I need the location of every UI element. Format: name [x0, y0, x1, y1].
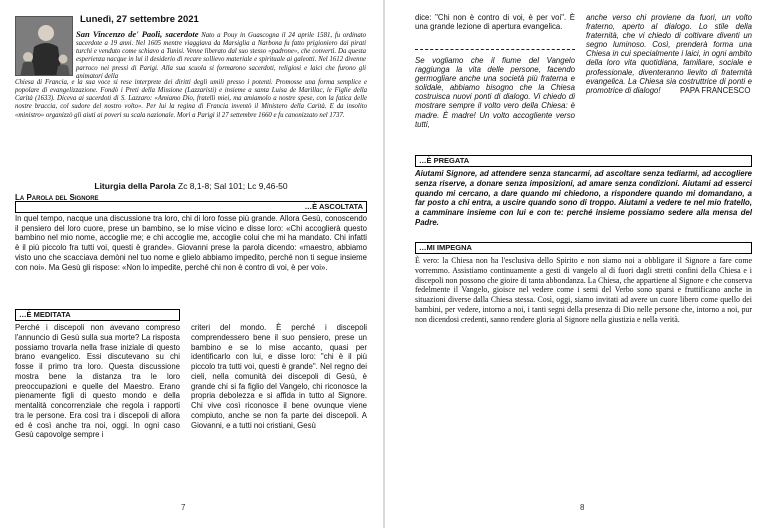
ascoltata-section-header: …È ASCOLTATA	[15, 201, 367, 213]
saint-portrait-icon	[16, 17, 73, 76]
meditation-column-2: criteri del mondo. È perché i discepoli comprendessero bene il suo pensiero, prese un bambino e se lo mise accanto, quasi per identificarlo con lui, e disse loro: "chi è il più piccolo tra tutti voi, questi è grande". Nel regno dei cieli, nella comunità dei discepoli di Gesù, è grande chi si fa figlio del Vangelo, chi riconosce la propria debolezza e si affida in tutto al Signore. Chi vive così riconosce il bene ovunque viene compiuto, anche se non fa parte dei discepoli. A Giovanni, e a tutti noi cristiani, Gesù	[191, 323, 367, 430]
impegno-text: È vero: la Chiesa non ha l'esclusiva dello Spirito e non siamo noi a obbligare il Signore a fare come vorremmo. Assistiamo continuamente a gesti di vangelo al di fuori dagli stretti confini della Chiesa e i discepoli non possono che gioire di tanta abbondanza. La Chiesa, che appartiene al Signore e che conserva fedelmente il Vangelo, gioisce nel vedere come i semi del Verbo sono sparsi e fruttificano anche in situazioni diverse dalla Chiesa stessa. Così, oggi, siamo invitati ad avere un cuore libero come quello dei bambini, per vedere, intorno a noi, i tanti segni della presenza di Dio nelle persone che, intorno a noi, pur non dicendosi credenti, sanno rendere gloria al Signore nella giustizia e nella verità.	[415, 256, 752, 324]
pope-quote-part-2-text: anche verso chi proviene da fuori, un volto fraterno, aperto al dialogo. Lo stile della fraternità, che vi chiedo di coltivare diventi un segno luminoso. Così, prenderà forma una Chiesa in cui specialmente i laici, in ogni ambito della loro vita quotidiana, familiare, sociale e professionale, diventeranno lievito di fraternità evangelica. La Chiesa sia costruttrice di ponti e promotrice di dialogo!	[586, 13, 752, 95]
liturgy-references: Zc 8,1-8; Sal 101; Lc 9,46-50	[178, 181, 288, 191]
parola-heading: La Parola del Signore	[15, 193, 99, 202]
gospel-text: In quel tempo, nacque una discussione tra loro, chi di loro fosse più grande. Allora Gesù, conoscendo il pensiero del loro cuore, prese un bambino, se lo mise vicino e disse loro: «Chi accoglierà questo bambino nel mio nome, accoglie me; e chi accoglie me, accoglie colui che mi ha mandato. Chi infatti è il più piccolo fra tutti voi, questi è grande». Giovanni prese la parola dicendo: «maestro, abbiamo visto uno che scacciava demòni nel tuo nome e glielo abbiamo impedito, perché non ti segue insieme con noi». Ma Gesù gli rispose: «Non lo impedite, perché chi non è contro di voi, è per voi».	[15, 214, 367, 272]
meditation-column-1: Perché i discepoli non avevano compreso l'annuncio di Gesù sulla sua morte? La risposta possiamo trovarla nella frase iniziale di questo brano evangelico. Essi discutevano su chi fosse il primo tra loro. Questa discussione mostra bene la distanza tra le loro preoccupazioni e quelle del Maestro. Erano pienamente figli di questo mondo e della mentalità concorrenziale che regola i rapporti tra le persone. Era così tra i discepoli di allora ed è così anche tra noi, oggi. In ogni caso Gesù capovolge sempre i	[15, 323, 180, 440]
page-number-right: 8	[580, 503, 585, 512]
quote-author: PAPA FRANCESCO	[680, 85, 751, 95]
date-heading: Lunedì, 27 settembre 2021	[80, 14, 199, 25]
liturgy-title: Liturgia della Parola	[94, 181, 176, 191]
pope-quote-part-2	[586, 13, 752, 95]
page-number-left: 7	[181, 503, 186, 512]
quote-divider	[415, 49, 575, 50]
saint-portrait-image	[15, 16, 73, 76]
prayer-text: Aiutami Signore, ad attendere senza stancarmi, ad ascoltare senza tediarmi, ad accogliere senza riserve, a donare senza imposizioni, ad amare senza condizioni. Aiutami ad esserci quando mi cercano, a dare quando mi chiedono, a rispondere quando mi domandano, a far posto a chi entra, a uscire quando sono di troppo. Aiutami a vedere te nel mio fratello, a camminare insieme con lui e con te: perché insieme possiamo sedere alla mensa del Padre.	[415, 169, 752, 227]
liturgy-heading	[15, 181, 367, 191]
right-page	[385, 0, 768, 528]
meditation-conclusion: dice: "Chi non è contro di voi, è per voi". È una grande lezione di apertura evangelica.	[415, 13, 575, 32]
pope-quote-part-1: Se vogliamo che il fiume del Vangelo raggiunga la vita delle persone, facendo germogliare anche una società più fraterna e solidale, abbiamo bisogno che la Chiesa costruisca nuovi ponti di dialogo. Vi chiedo di mostrare sempre il volto vero della Chiesa: è madre. È madre! Un volto accogliente verso tutti,	[415, 56, 575, 129]
saint-bio-continued: Chiesa di Francia, e la sua voce si rese interprete dei diritti degli umili presso i potenti. Promosse una forma semplice e popolare di evangelizzazione. Fondò i Preti della Missione (Lazzaristi) e insieme a santa Luisa de Marillac, le Figlie della Carità (1633). Diceva ai sacerdoti di S. Lazzaro: «Amiamo Dio, fratelli miei, ma amiamolo a nostre spese, con la fatica delle nostre braccia, col sudore del nostro volto». Per lui la regina di Francia inventò il Ministero della Carità. E da insolito «ministro» organizzò gli aiuti ai poveri su scala nazionale. Morì a Parigi il 27 settembre 1660 e fu canonizzato nel 1737.	[15, 79, 367, 119]
impegno-section-header: …MI IMPEGNA	[415, 242, 752, 254]
pregata-section-header: …È PREGATA	[415, 155, 752, 167]
saint-name: San Vincenzo de' Paoli, sacerdote	[76, 29, 199, 39]
saint-bio-intro-text: Nato a Pouy in Guascogna il 24 aprile 1581, fu ordinato sacerdote a 19 anni. Nel 1605 mentre viaggiava da Marsiglia a Narbona fu fatto prigioniero dai pirati turchi e venduto come schiavo a Tunisi. Venne liberato dal suo stesso «padrone», che convertì. Da questa esperienza nacque in lui il desiderio di recare sollievo materiale e spirituale ai galeotti. Nel 1612 divenne parroco nei pressi di Parigi. Alla sua scuola si formarono sacerdoti, religiosi e laici che furono gli animatori della	[76, 32, 367, 80]
meditata-section-header: …È MEDITATA	[15, 309, 180, 321]
saint-bio-intro	[76, 30, 366, 81]
left-page	[0, 0, 383, 528]
